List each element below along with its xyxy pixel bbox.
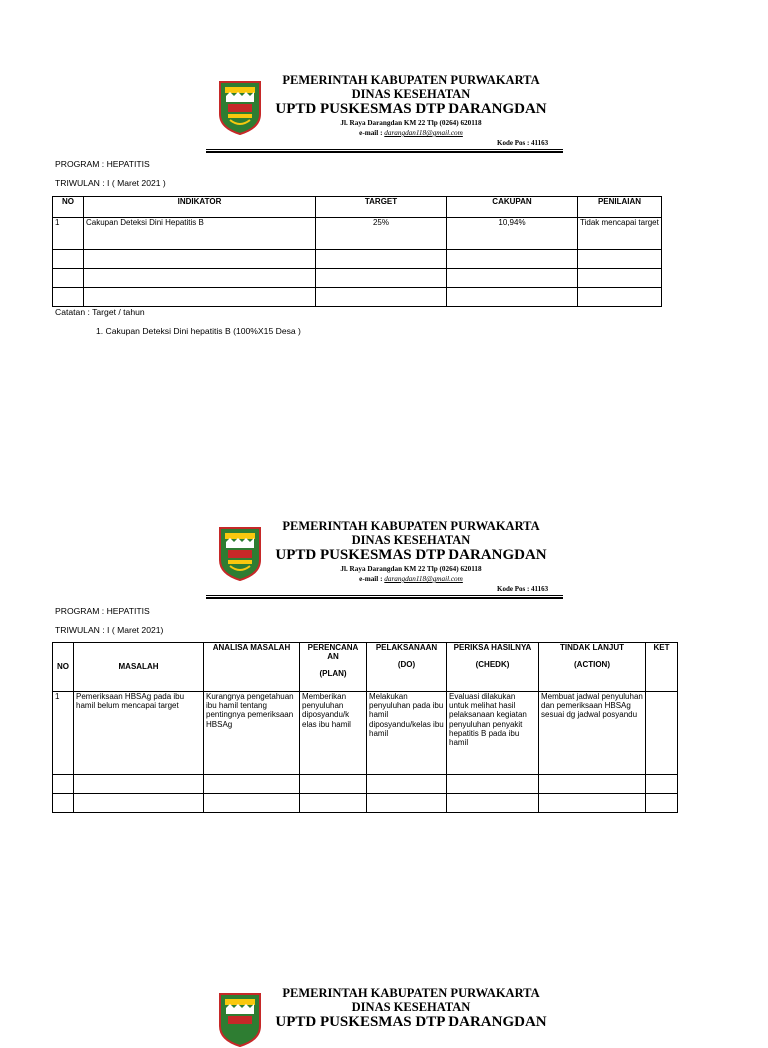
address: Jl. Raya Darangdan KM 22 Tlp (0264) 620118 xyxy=(340,119,482,127)
cell xyxy=(447,775,539,794)
table-row xyxy=(53,218,662,250)
cell: Membuat jadwal penyuluhan dan pemeriksaan HBSAg sesuai dg jadwal posyandu xyxy=(539,692,646,775)
cell xyxy=(539,794,646,813)
table-row xyxy=(53,692,678,775)
cell xyxy=(84,269,316,288)
cell: 1 xyxy=(53,692,74,775)
govt-name: PEMERINTAH KABUPATEN PURWAKARTA xyxy=(282,519,540,533)
divider xyxy=(206,149,563,150)
col-cakupan: CAKUPAN xyxy=(447,197,578,218)
table-row xyxy=(53,288,662,307)
col-target: TARGET xyxy=(316,197,447,218)
table-row xyxy=(53,269,662,288)
program-label: PROGRAM : HEPATITIS xyxy=(55,606,150,616)
address: Jl. Raya Darangdan KM 22 Tlp (0264) 620118 xyxy=(340,565,482,573)
col-ket: KET xyxy=(646,643,678,692)
col-masalah: MASALAH xyxy=(74,643,204,692)
cell: Pemeriksaan HBSAg pada ibu hamil belum mencapai target xyxy=(74,692,204,775)
triwulan-label: TRIWULAN : I ( Maret 2021) xyxy=(55,625,164,635)
cell xyxy=(84,288,316,307)
cell xyxy=(539,775,646,794)
col-perencanaan: PERENCANA AN (PLAN) xyxy=(300,643,367,692)
col-no: NO xyxy=(53,643,74,692)
cell xyxy=(300,794,367,813)
cell: Kurangnya pengetahuan ibu hamil tentang pentingnya pemeriksaan HBSAg xyxy=(204,692,300,775)
cell xyxy=(646,692,678,775)
purwakarta-emblem-icon xyxy=(216,78,264,136)
cell xyxy=(53,775,74,794)
agency-name: DINAS KESEHATAN xyxy=(351,87,471,101)
table-row xyxy=(53,250,662,269)
cell xyxy=(316,250,447,269)
divider xyxy=(206,597,563,599)
cell: 25% xyxy=(316,218,447,250)
cell xyxy=(578,250,662,269)
cell xyxy=(447,794,539,813)
col-penilaian: PENILAIAN xyxy=(578,197,662,218)
cell xyxy=(316,288,447,307)
cell xyxy=(447,288,578,307)
program-label: PROGRAM : HEPATITIS xyxy=(55,159,150,169)
table-header-row xyxy=(53,643,678,692)
catatan: Catatan : Target / tahun xyxy=(55,307,145,317)
cell xyxy=(316,269,447,288)
cell xyxy=(367,775,447,794)
agency-name: DINAS KESEHATAN xyxy=(351,1000,471,1014)
cell xyxy=(447,250,578,269)
cell xyxy=(53,250,84,269)
govt-name: PEMERINTAH KABUPATEN PURWAKARTA xyxy=(282,73,540,87)
col-analisa: ANALISA MASALAH xyxy=(204,643,300,692)
cell xyxy=(204,794,300,813)
purwakarta-emblem-icon xyxy=(216,524,264,582)
cell xyxy=(204,775,300,794)
col-pelaksanaan: PELAKSANAAN (DO) xyxy=(367,643,447,692)
pdca-table xyxy=(52,642,678,813)
cell xyxy=(578,288,662,307)
cell xyxy=(53,269,84,288)
note-1: 1. Cakupan Deteksi Dini hepatitis B (100%X15 Desa ) xyxy=(96,326,301,336)
cell: Memberikan penyuluhan diposyandu/k elas ibu hamil xyxy=(300,692,367,775)
cell: Melakukan penyuluhan pada ibu hamil diposyandu/kelas ibu hamil xyxy=(367,692,447,775)
cell xyxy=(74,775,204,794)
table-row xyxy=(53,794,678,813)
cell xyxy=(646,775,678,794)
cell: 1 xyxy=(53,218,84,250)
cell: Evaluasi dilakukan untuk melihat hasil pelaksanaan kegiatan penyuluhan penyakit hepatitis B pada ibu hamil xyxy=(447,692,539,775)
col-indikator: INDIKATOR xyxy=(84,197,316,218)
cell xyxy=(74,794,204,813)
col-no: NO xyxy=(53,197,84,218)
divider xyxy=(206,595,563,596)
cell xyxy=(53,794,74,813)
table-row xyxy=(53,775,678,794)
cell: 10,94% xyxy=(447,218,578,250)
email: e-mail : darangdan118@gmail.com xyxy=(359,575,463,583)
puskesmas-name: UPTD PUSKESMAS DTP DARANGDAN xyxy=(275,101,547,117)
cell xyxy=(53,288,84,307)
cell xyxy=(300,775,367,794)
cell: Cakupan Deteksi Dini Hepatitis B xyxy=(84,218,316,250)
col-periksa: PERIKSA HASILNYA (CHEDK) xyxy=(447,643,539,692)
postal-code: Kode Pos : 41163 xyxy=(497,139,549,147)
agency-name: DINAS KESEHATAN xyxy=(351,533,471,547)
indicator-table xyxy=(52,196,662,307)
puskesmas-name: UPTD PUSKESMAS DTP DARANGDAN xyxy=(275,547,547,563)
email: e-mail : darangdan118@gmail.com xyxy=(359,129,463,137)
col-tindak: TINDAK LANJUT (ACTION) xyxy=(539,643,646,692)
govt-name: PEMERINTAH KABUPATEN PURWAKARTA xyxy=(282,986,540,1000)
table-header-row xyxy=(53,197,662,218)
cell xyxy=(84,250,316,269)
puskesmas-name: UPTD PUSKESMAS DTP DARANGDAN xyxy=(275,1014,547,1030)
cell xyxy=(646,794,678,813)
cell: Tidak mencapai target xyxy=(578,218,662,250)
cell xyxy=(367,794,447,813)
cell xyxy=(447,269,578,288)
cell xyxy=(578,269,662,288)
postal-code: Kode Pos : 41163 xyxy=(497,585,549,593)
divider xyxy=(206,151,563,153)
purwakarta-emblem-icon xyxy=(216,990,264,1048)
triwulan-label: TRIWULAN : I ( Maret 2021 ) xyxy=(55,178,166,188)
